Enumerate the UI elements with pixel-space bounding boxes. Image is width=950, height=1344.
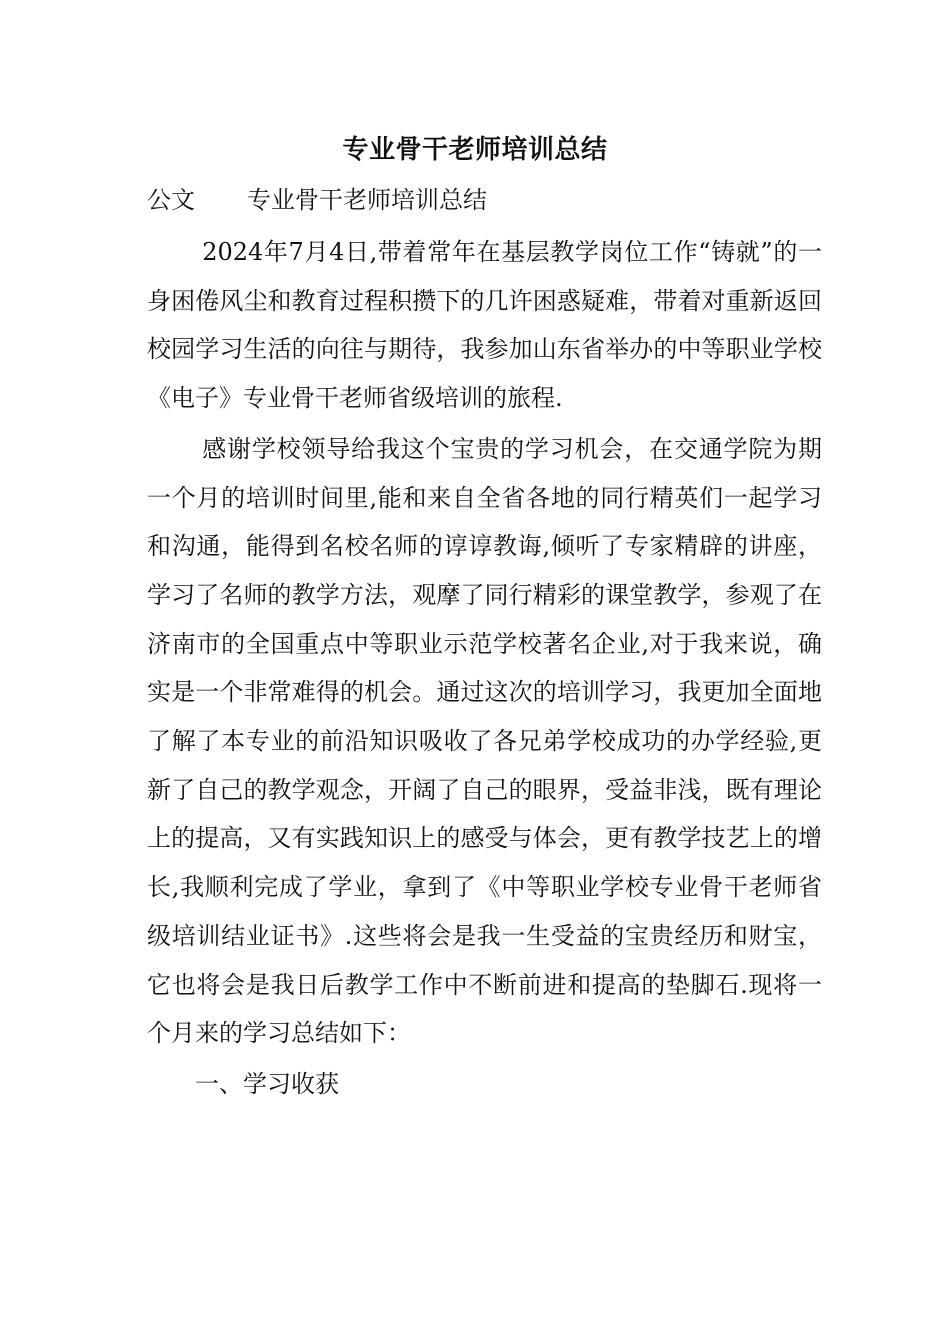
paragraph-thanks: 感谢学校领导给我这个宝贵的学习机会，在交通学院为期一个月的培训时间里,能和来自全省各地的同行精英们一起学习和沟通，能得到名校名师的谆谆教诲,倾听了专家精辟的讲座，学习了名师的教学方法，观摩了同行精彩的课堂教学，参观了在济南市的全国重点中等职业示范学校著名企业,对于我来说，确实是一个非常难得的机会。通过这次的培训学习，我更加全面地了解了本专业的前沿知识吸收了各兄弟学校成功的办学经验,更新了自己的教学观念，开阔了自己的眼界，受益非浅，既有理论上的提高，又有实践知识上的感受与体会，更有教学技艺上的增长,我顺利完成了学业，拿到了《中等职业学校专业骨干老师省级培训结业证书》.这些将会是我一生受益的宝贵经历和财宝，它也将会是我日后教学工作中不断前进和提高的垫脚石.现将一个月来的学习总结如下： [147, 434, 822, 1048]
paragraph-intro: 2024年7月4日,带着常年在基层教学岗位工作“铸就”的一身困倦风尘和教育过程积攒下的几许困惑疑难，带着对重新返回校园学习生活的向往与期待，我参加山东省举办的中等职业学校《电子》专业骨干老师省级培训的旅程. [147, 238, 822, 413]
document-meta [147, 180, 487, 220]
document-category: 公文 [147, 186, 195, 214]
document-title: 专业骨干老师培训总结 [342, 135, 608, 165]
document-body [147, 228, 822, 1109]
document-subtitle: 专业骨干老师培训总结 [247, 186, 487, 214]
section-heading: 一、学习收获 [195, 1069, 339, 1098]
